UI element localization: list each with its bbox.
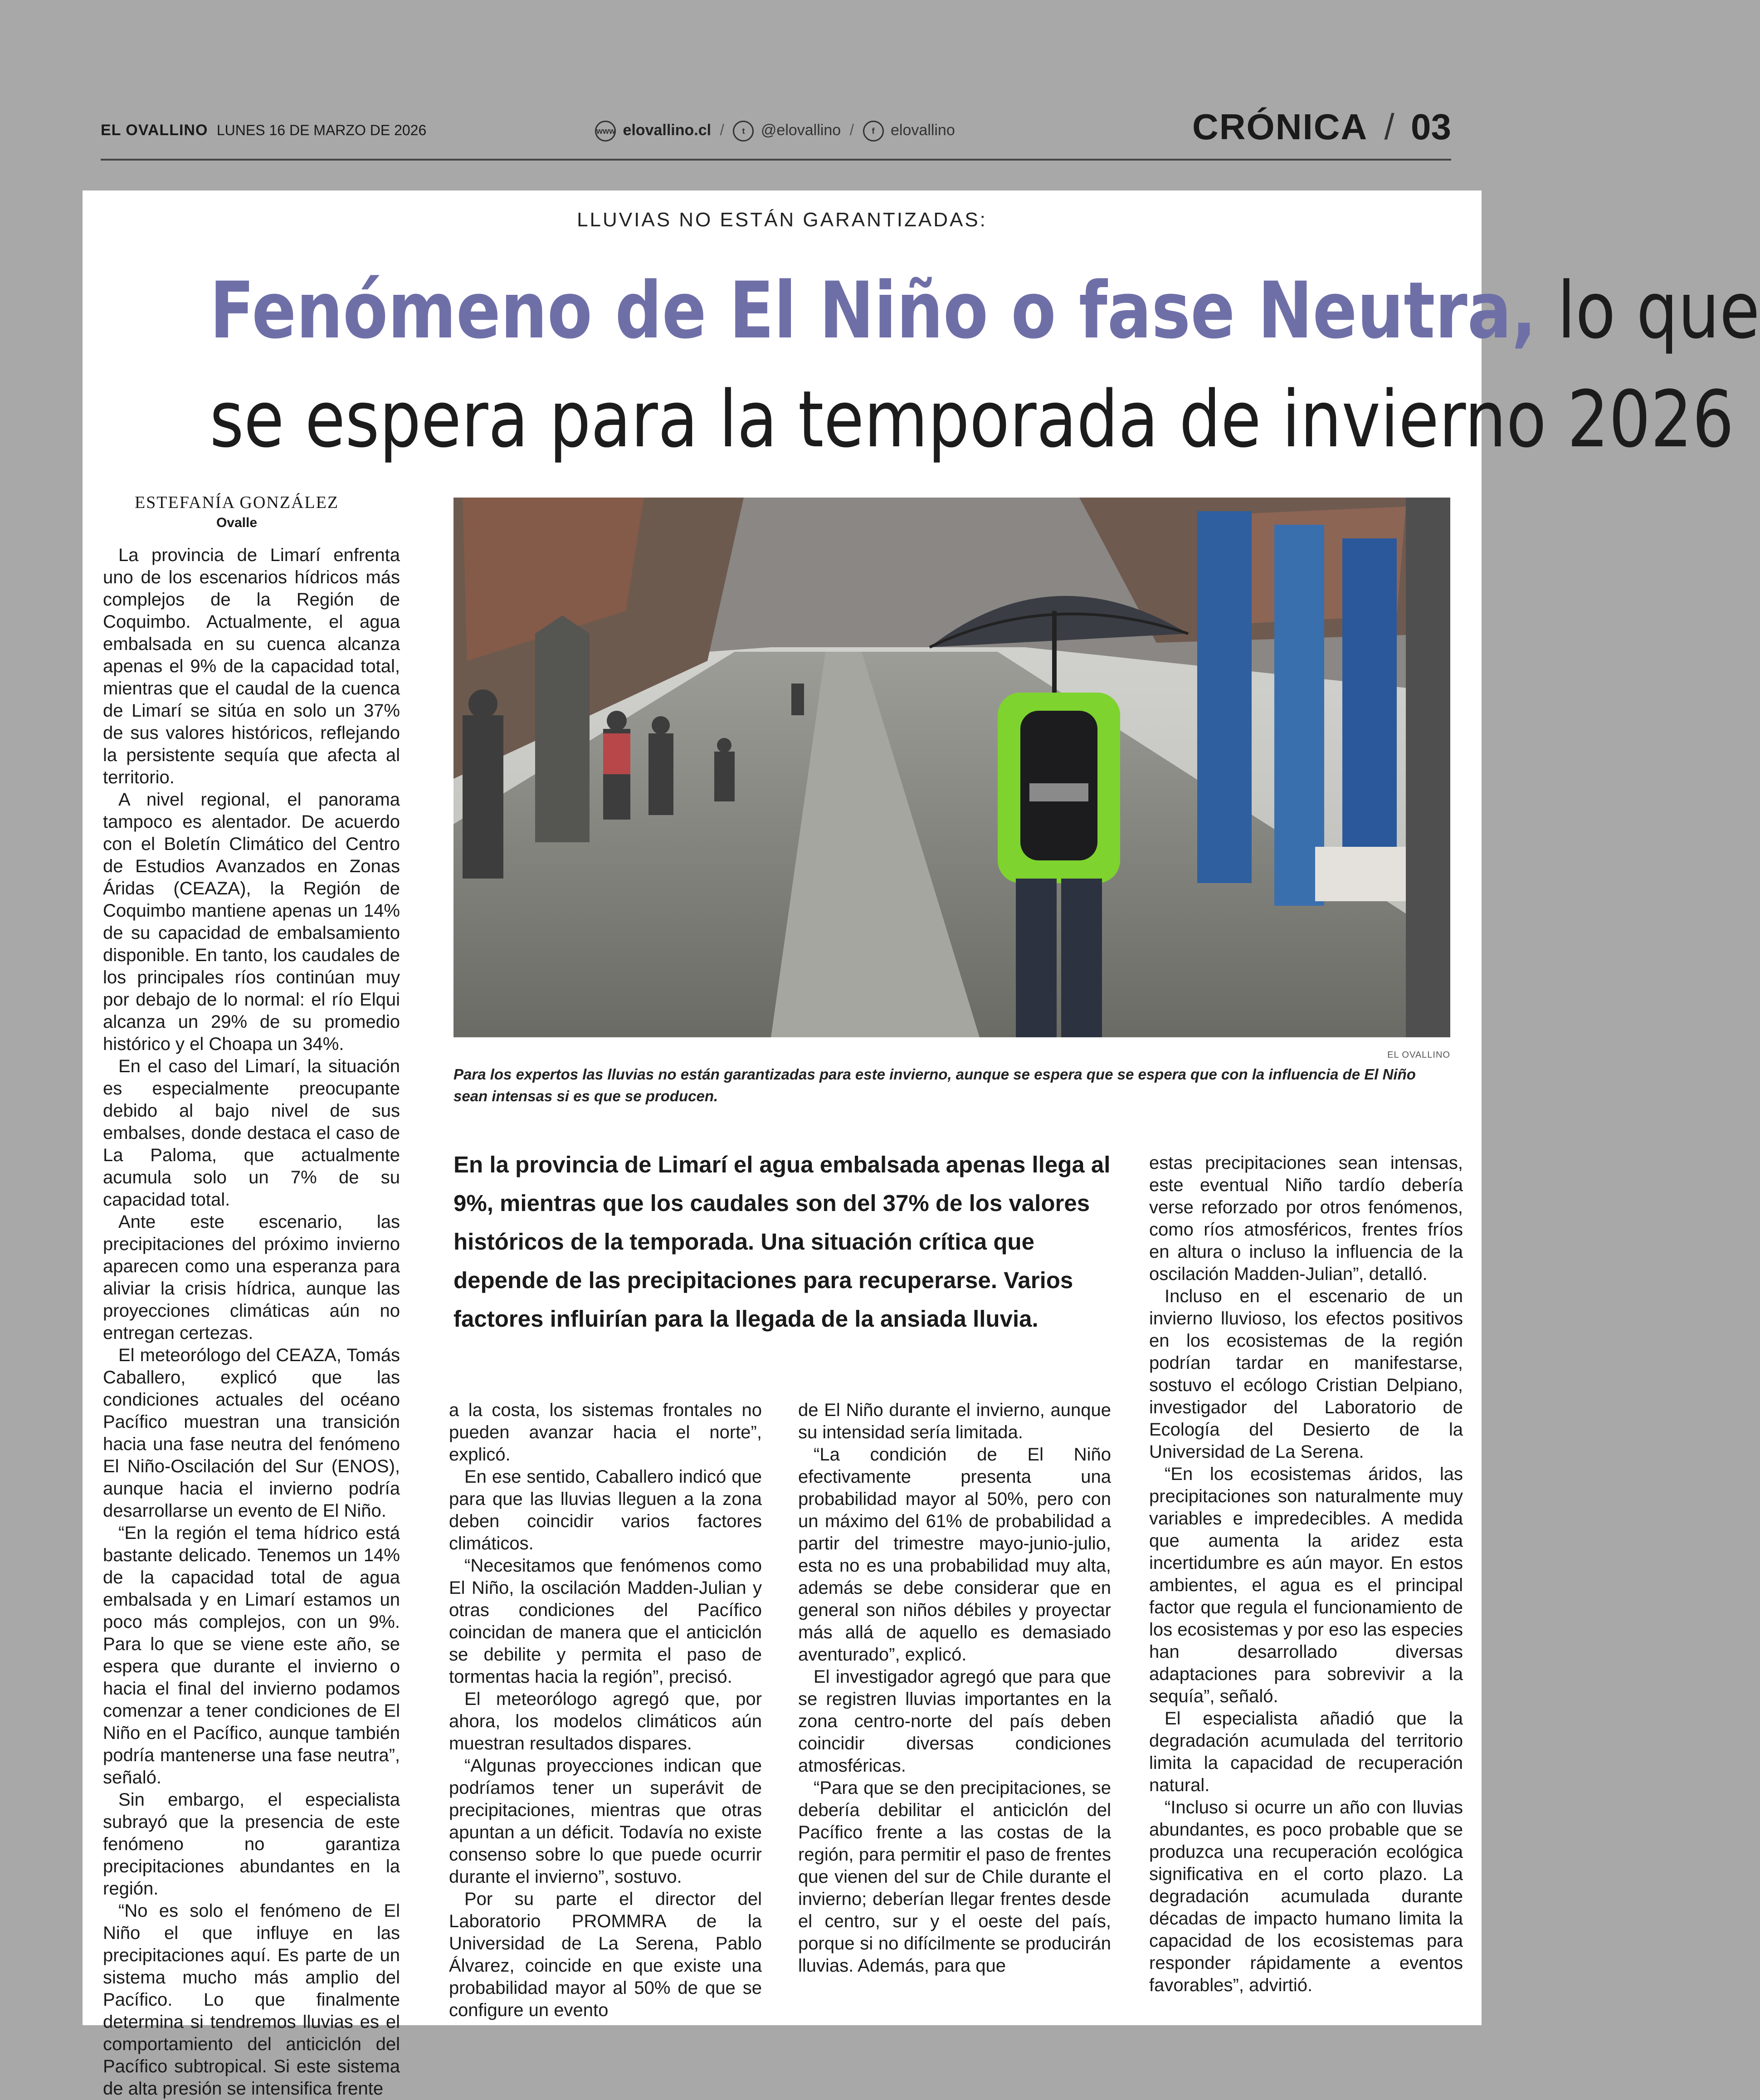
article-photo [453, 498, 1450, 1037]
twitter-icon: t [733, 121, 754, 142]
paragraph: El especialista añadió que la degradación acumulada del territorio limita la capacidad de recuperación natural. [1149, 1709, 1463, 1795]
headline-line-1 [210, 256, 1760, 365]
paragraph: El meteorólogo agregó que, por ahora, los modelos climáticos aún muestran resultados dispares. [449, 1689, 762, 1753]
headline [210, 256, 1760, 474]
text-column-2 [449, 1399, 762, 2022]
headline-rest: lo que [1536, 265, 1760, 356]
article-sheet [83, 190, 1760, 2099]
paper-name: EL OVALLINO [101, 122, 208, 139]
paragraph: “Para que se den precipitaciones, se debería debilitar el anticiclón del Pacífico frente a las costas de la región, para permitir el paso de frentes que vienen del sur de Chile durante el invierno; deberían llegar frentes desde el centro, sur y el oeste del país, porque si no difícilmente se producirán lluvias. Además, para que [798, 1778, 1111, 1976]
page-number: 03 [1411, 107, 1451, 147]
twitter-handle[interactable]: @elovallino [761, 121, 841, 139]
paragraph: Sin embargo, el especialista subrayó que la presencia de este fenómeno no garantiza precipitaciones abundantes en la región. [103, 1790, 400, 1899]
headline-line-2: se espera para la temporada de invierno 2026 [210, 374, 1734, 465]
masthead-section [1192, 106, 1451, 148]
paragraph: “No es solo el fenómeno de El Niño el que influye en las precipitaciones aquí. Es parte de un sistema mucho más amplio del Pacífico. Lo que finalmente determina si tendremos lluvias es el comportamiento del anticiclón del Pacífico subtropical. Si este sistema de alta presión se intensifica frente [103, 1901, 400, 2099]
paragraph: estas precipitaciones sean intensas, este eventual Niño tardío debería verse reforzado por otros fenómenos, como ríos atmosféricos, frentes fríos en altura o incluso la influencia de la oscilación Madden-Julian”, detalló. [1149, 1153, 1463, 1284]
byline-location: Ovalle [216, 515, 258, 530]
masthead-left [101, 122, 426, 139]
section-name: CRÓNICA [1192, 107, 1368, 147]
text-column-1 [103, 544, 400, 2100]
paragraph: “La condición de El Niño efectivamente presenta una probabilidad mayor al 50%, pero con un máximo del 61% de probabilidad a partir del trimestre mayo-junio-julio, esta no es una probabilidad muy alta, además se debe considerar que en general son niños débiles y proyectar más allá de aquello es demasiado aventurado”, explicó. [798, 1445, 1111, 1665]
headline-highlight: Fenómeno de El Niño o fase Neutra, [210, 265, 1537, 356]
paragraph: “En los ecosistemas áridos, las precipitaciones son naturalmente muy variables e impredecibles. A medida que aumenta la aridez esta incertidumbre es aún mayor. En estos ambientes, el agua es el principal factor que regula el funcionamiento de los ecosistemas y por eso las especies han desarrollado diversas adaptaciones para sobrevivir a la sequía”, señaló. [1149, 1464, 1463, 1706]
separator: / [720, 121, 724, 139]
paragraph: En el caso del Limarí, la situación es especialmente preocupante debido al bajo nivel de sus embalses, donde destaca el caso de La Paloma, que actualmente acumula solo un 7% de su capacidad total. [103, 1056, 400, 1210]
paragraph: Incluso en el escenario de un invierno lluvioso, los efectos positivos en los ecosistemas de la región podrían tardar en manifestarse, sostuvo el ecólogo Cristian Delpiano, investigador del Laboratorio de Ecología del Desierto de la Universidad de La Serena. [1149, 1286, 1463, 1462]
paragraph: a la costa, los sistemas frontales no pueden avanzar hacia el norte”, explicó. [449, 1400, 762, 1465]
paragraph: El investigador agregó que para que se registren lluvias importantes en la zona centro-norte del país deben coincidir diversas condiciones atmosféricas. [798, 1667, 1111, 1776]
separator: / [849, 121, 854, 139]
paragraph: Ante este escenario, las precipitaciones del próximo invierno aparecen como una esperanza para aliviar la crisis hídrica, aunque las proyecciones climáticas aún no entregan certezas. [103, 1212, 400, 1343]
paragraph: “Algunas proyecciones indican que podríamos tener un superávit de precipitaciones, mientras que otras apuntan a un déficit. Todavía no existe consenso sobre lo que puede ocurrir durante el invierno”, sostuvo. [449, 1756, 762, 1887]
paragraph: de El Niño durante el invierno, aunque su intensidad sería limitada. [798, 1400, 1111, 1442]
rainy-street-photo [453, 498, 1450, 1037]
byline-author: ESTEFANÍA GONZÁLEZ [134, 493, 339, 512]
paragraph: El meteorólogo del CEAZA, Tomás Caballero, explicó que las condiciones actuales del océano Pacífico muestran una transición hacia una fase neutra del fenómeno El Niño-Oscilación del Sur (ENOS), aunque hacia el invierno podría desarrollarse un evento de El Niño. [103, 1345, 400, 1521]
website-link[interactable]: elovallino.cl [623, 121, 712, 139]
facebook-handle[interactable]: elovallino [890, 121, 955, 139]
photo-credit: EL OVALLINO [1387, 1050, 1450, 1060]
photo-caption: Para los expertos las lluvias no están garantizadas para este invierno, aunque se espera que se espera que con la influencia de El Niño sean intensas si es que se producen. [453, 1066, 1416, 1104]
paragraph: Por su parte el director del Laboratorio PROMMRA de la Universidad de La Serena, Pablo Álvarez, coincide en que existe una probabilidad mayor al 50% de que se configure un evento [449, 1889, 762, 2020]
paragraph: “En la región el tema hídrico está bastante delicado. Tenemos un 14% de la capacidad total de agua embalsada y en Limarí estamos un poco más complejos, con un 9%. Para lo que se viene este año, se espera que durante el invierno o hacia el final del invierno podamos comenzar a tener condiciones de El Niño en el Pacífico, aunque también podría mantenerse una fase neutra”, señaló. [103, 1523, 400, 1787]
text-column-4 [1149, 1152, 1463, 1997]
paragraph: La provincia de Limarí enfrenta uno de los escenarios hídricos más complejos de la Región de Coquimbo. Actualmente, el agua embalsada en su cuenca alcanza apenas el 9% de la capacidad total, mientras que el caudal de la cuenca de Limarí se sitúa en solo un 37% de sus valores históricos, reflejando la persistente sequía que afecta al territorio. [103, 545, 400, 787]
paragraph: A nivel regional, el panorama tampoco es alentador. De acuerdo con el Boletín Climático del Centro de Estudios Avanzados en Zonas Áridas (CEAZA), la Región de Coquimbo mantiene apenas un 14% de su capacidad de embalsamiento disponible. En tanto, los caudales de los principales ríos continúan muy por debajo de lo normal: el río Elqui alcanza un 29% de su promedio histórico y el Choapa un 34%. [103, 790, 400, 1054]
masthead [101, 100, 1451, 161]
www-icon: www [595, 121, 616, 142]
issue-date: LUNES 16 DE MARZO DE 2026 [216, 122, 427, 138]
facebook-icon: f [863, 121, 884, 142]
article-deck: En la provincia de Limarí el agua embalsada apenas llega al 9%, mientras que los caudales son del 37% de los valores históricos de la temporada. Una situación crítica que depende de las precipitaciones para recuperarse. Varios factores influirían para la llegada de la ansiada lluvia. [453, 1152, 1111, 1332]
paragraph: “Incluso si ocurre un año con lluvias abundantes, es poco probable que se produzca una recuperación ecológica significativa en el corto plazo. La degradación acumulada durante décadas de impacto humano limita la capacidad de los ecosistemas para responder rápidamente a eventos favorables”, advirtió. [1149, 1797, 1463, 1995]
kicker: LLUVIAS NO ESTÁN GARANTIZADAS: [577, 209, 987, 231]
paragraph: “Necesitamos que fenómenos como El Niño, la oscilación Madden-Julian y otras condiciones del Pacífico coincidan de manera que el anticiclón se debilite y permita el paso de tormentas hacia la región”, precisó. [449, 1556, 762, 1687]
separator: / [1384, 107, 1394, 147]
paragraph: En ese sentido, Caballero indicó que para que las lluvias lleguen a la zona deben coincidir varios factores climáticos. [449, 1467, 762, 1553]
text-column-3 [798, 1399, 1111, 1977]
masthead-links [595, 121, 955, 142]
